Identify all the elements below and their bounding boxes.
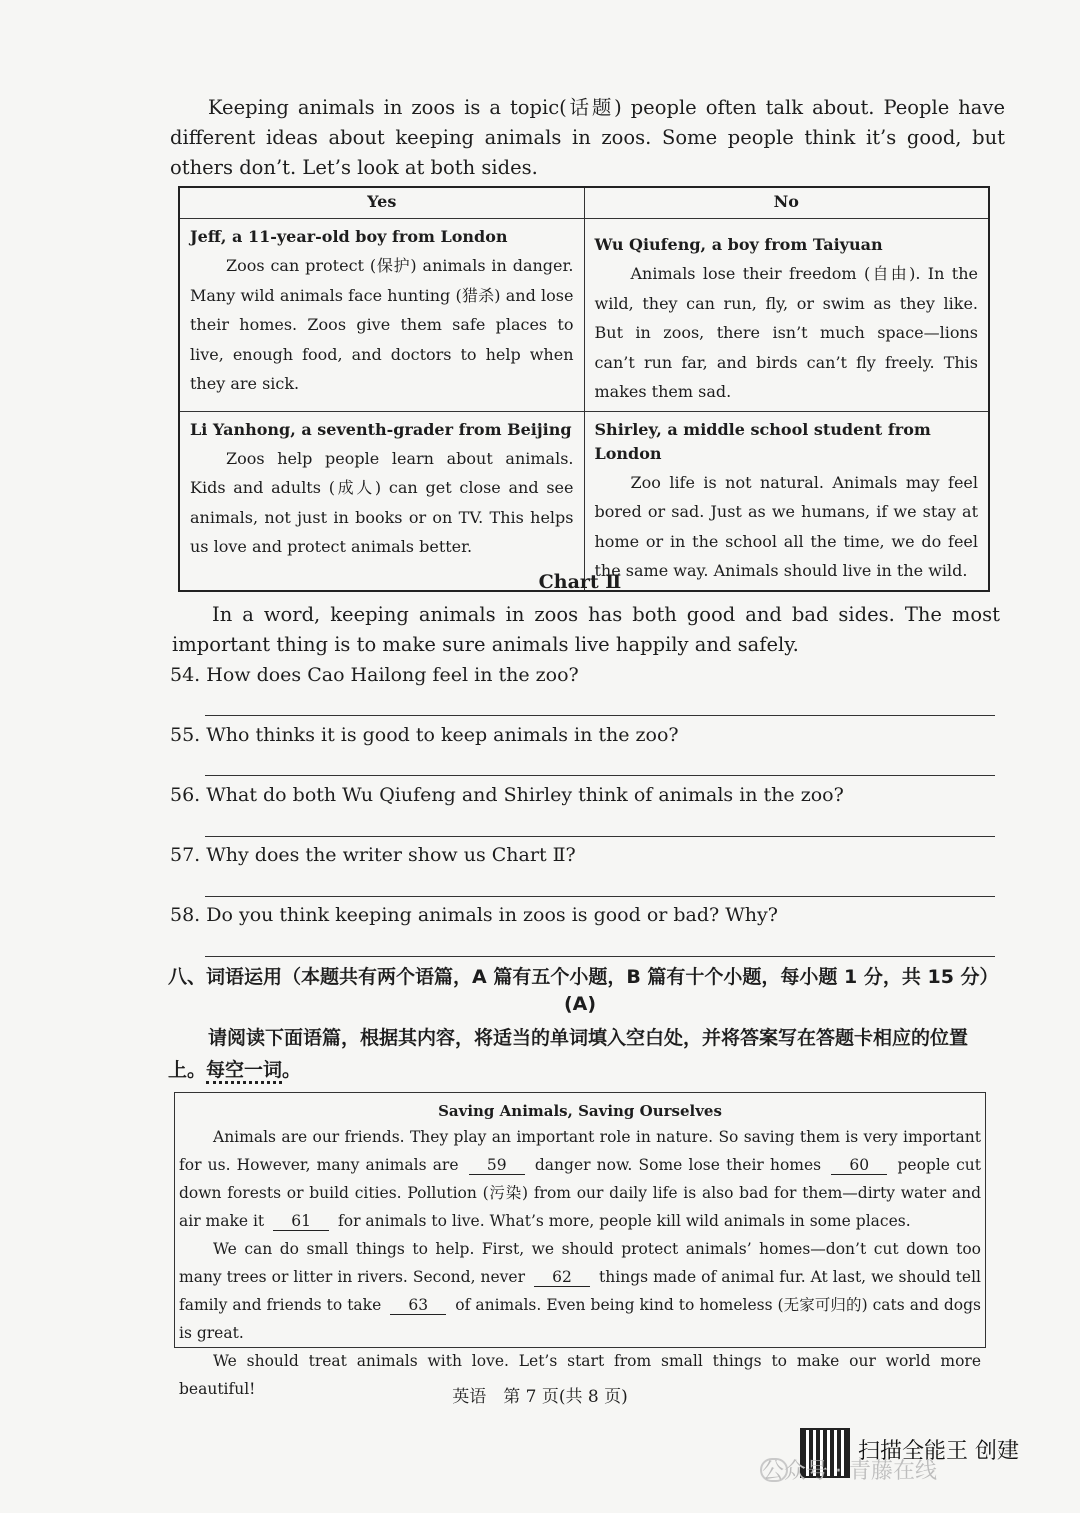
conclusion-paragraph: In a word, keeping animals in zoos has both good and bad sides. The most important thing is to make sure animals live happily and safely. bbox=[172, 603, 1000, 656]
instruction bbox=[168, 1022, 998, 1086]
cell-heading: Wu Qiufeng, a boy from Taiyuan bbox=[594, 235, 883, 254]
question-56: 56. What do both Wu Qiufeng and Shirley think of animals in the zoo? bbox=[170, 784, 844, 806]
chart-cell-wu-qiufeng bbox=[584, 219, 989, 412]
part-a-label: (A) bbox=[563, 993, 597, 1015]
cell-heading: Shirley, a middle school student from London bbox=[594, 419, 931, 463]
intro-paragraph: Keeping animals in zoos is a topic(话题) people often talk about. People have different ideas about keeping animals in zoos. Some people think it’s good, but others don’t. Let’s look at both sides. bbox=[170, 96, 1005, 179]
chart-cell-jeff bbox=[179, 219, 584, 412]
passage-text: for animals to live. What’s more, people kill wild animals in some places. bbox=[338, 1212, 911, 1230]
question-54: 54. How does Cao Hailong feel in the zoo? bbox=[170, 664, 579, 686]
page-footer: 英语 第 7 页(共 8 页) bbox=[452, 1387, 628, 1407]
answer-line-54[interactable] bbox=[205, 715, 995, 716]
cell-heading: Jeff, a 11-year-old boy from London bbox=[190, 227, 508, 246]
answer-line-57[interactable] bbox=[205, 896, 995, 897]
passage-paragraph-1 bbox=[179, 1123, 981, 1235]
cell-text: Zoos can protect (保护) animals in danger. Many wild animals face hunting (猎杀) and lose their homes. Zoos give them safe places to live, enough food, and doctors to help when they are sick. bbox=[190, 256, 574, 393]
section-heading: 八、词语运用（本题共有两个语篇，A 篇有五个小题，B 篇有十个小题，每小题 1 分，共 15 分） bbox=[168, 966, 999, 988]
answer-line-55[interactable] bbox=[205, 775, 995, 776]
instruction-emphasis: 每空一词 bbox=[206, 1059, 282, 1084]
answer-line-58[interactable] bbox=[205, 956, 995, 957]
blank-63[interactable]: 63 bbox=[390, 1296, 446, 1315]
scanner-watermark bbox=[762, 1428, 1070, 1488]
answer-line-56[interactable] bbox=[205, 836, 995, 837]
blank-62[interactable]: 62 bbox=[534, 1268, 590, 1287]
passage-text: We can do small things to help. First, we should protect animals’ homes—don’t cut down too many trees or litter in rivers. Second, never bbox=[179, 1240, 981, 1286]
chart-caption: Chart Ⅱ bbox=[538, 571, 622, 593]
question-55: 55. Who thinks it is good to keep animals in the zoo? bbox=[170, 724, 679, 746]
cell-text: Animals lose their freedom (自由). In the wild, they can run, fly, or swim as they like. But in zoos, there isn’t much space—lions can’t run far, and birds can’t fly freely. This makes them sad. bbox=[594, 264, 978, 401]
blank-59[interactable]: 59 bbox=[469, 1156, 525, 1175]
cell-text: Zoo life is not natural. Animals may feel bored or sad. Just as we humans, if we stay at home or in the school all the time, we do feel the same way. Animals should live in the wild. bbox=[594, 472, 978, 580]
instruction-end: 。 bbox=[282, 1059, 302, 1081]
cell-heading: Li Yanhong, a seventh-grader from Beijing bbox=[190, 419, 572, 439]
passage-text: of animals. Even being kind to homeless (无家可归的) cats and dogs is great. bbox=[179, 1296, 982, 1342]
cell-text: Zoos help people learn about animals. Kids and adults (成人) can get close and see animals, not just in books or on TV. This helps us love and protect animals better. bbox=[190, 448, 574, 556]
chart-header-yes: Yes bbox=[179, 187, 584, 219]
instruction-text: 请阅读下面语篇，根据其内容，将适当的单词填入空白处，并将答案写在答题卡相应的位置上。 bbox=[168, 1027, 969, 1081]
watermark-account: 公众号 · 青藤在线 bbox=[762, 1459, 937, 1484]
passage-text: danger now. Some lose their homes bbox=[534, 1156, 822, 1174]
passage-text: things made of animal fur. At last, we should tell family and friends to take bbox=[179, 1268, 981, 1314]
passage-title: Saving Animals, Saving Ourselves bbox=[438, 1102, 722, 1120]
blank-61[interactable]: 61 bbox=[273, 1212, 329, 1231]
passage-text: Animals are our friends. They play an important role in nature. So saving them is very important for us. However, many animals are bbox=[179, 1128, 981, 1174]
watermark-text: 扫描全能王 创建 bbox=[858, 1439, 1019, 1464]
opinion-chart bbox=[178, 186, 990, 592]
passage-paragraph-3: We should treat animals with love. Let’s start from small things to make our world more beautiful! bbox=[179, 1352, 981, 1398]
question-57: 57. Why does the writer show us Chart Ⅱ? bbox=[170, 844, 576, 866]
question-58: 58. Do you think keeping animals in zoos is good or bad? Why? bbox=[170, 904, 778, 926]
chart-header-no: No bbox=[584, 187, 989, 219]
chart-cell-li-yanhong bbox=[179, 411, 584, 591]
blank-60[interactable]: 60 bbox=[831, 1156, 887, 1175]
passage-text: people cut down forests or build cities. Pollution (污染) from our daily life is also bad for them—dirty water and air make it bbox=[179, 1156, 981, 1230]
chart-cell-shirley bbox=[584, 411, 989, 591]
passage-paragraph-2 bbox=[179, 1235, 981, 1347]
